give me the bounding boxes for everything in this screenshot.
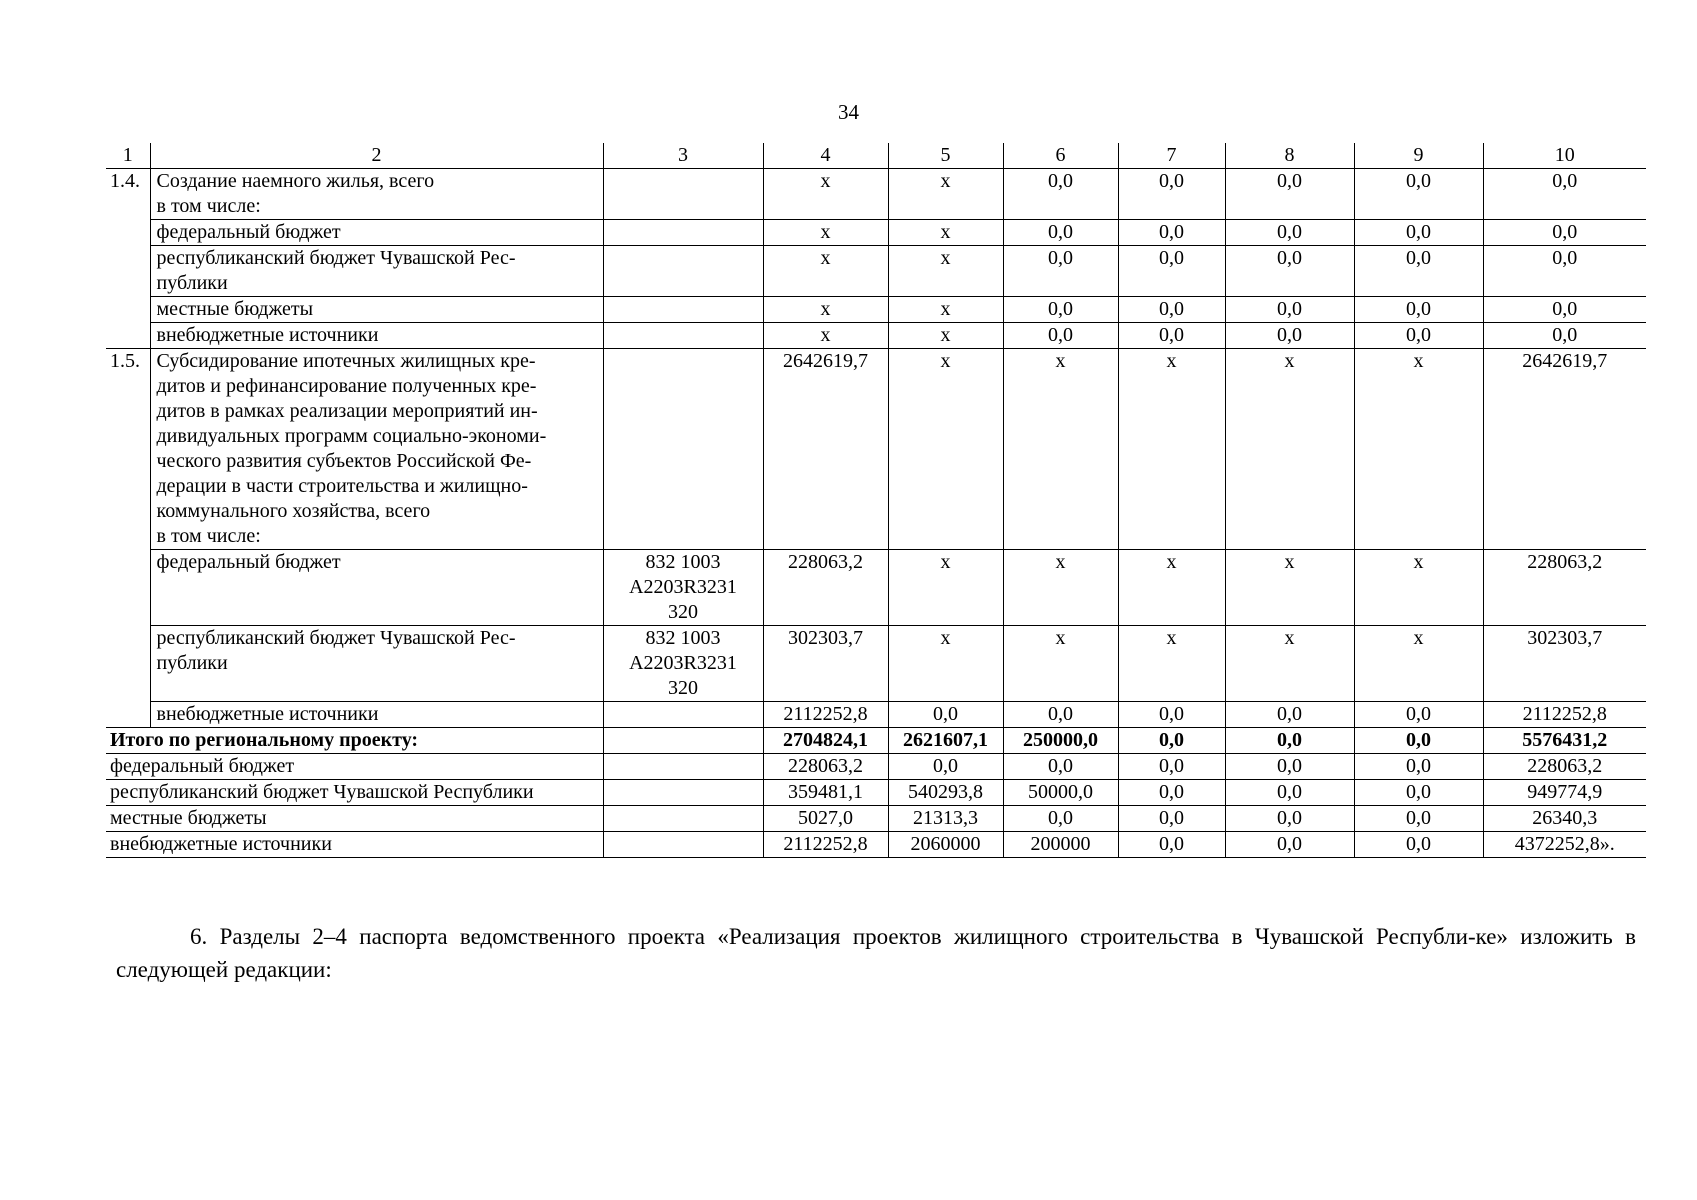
budget-code: 832 1003 А2203R3231 320 [603,550,763,626]
total-row [106,728,1646,754]
value-cell: 0,0 [1354,832,1483,858]
value-cell: 0,0 [1483,323,1646,349]
total-value: 2704824,1 [763,728,888,754]
row-name: Субсидирование ипотечных жилищных кре- дитов и рефинансирование полученных кре- дитов в рамках реализации мероприятий ин- дивидуальных программ социально-экономи- ческого развития субъектов Российской Фе- дерации в части строительства и жилищно- коммунального хозяйства, всего в том числе: [150,349,603,550]
budget-code [603,832,763,858]
row-name: республиканский бюджет Чувашской Рес- публики [150,626,603,702]
header-cell: 9 [1354,143,1483,169]
total-value: 5576431,2 [1483,728,1646,754]
total-sub-label: федеральный бюджет [106,754,603,780]
value-cell: 228063,2 [1483,550,1646,626]
value-cell: 0,0 [1354,297,1483,323]
value-cell: 0,0 [1483,297,1646,323]
value-cell: 0,0 [1118,754,1225,780]
value-cell: 0,0 [1003,702,1118,728]
value-cell: 0,0 [1483,169,1646,220]
row-name: местные бюджеты [150,297,603,323]
value-cell: х [763,246,888,297]
header-cell: 4 [763,143,888,169]
value-cell: 359481,1 [763,780,888,806]
value-cell: х [888,323,1003,349]
value-cell: 0,0 [1003,806,1118,832]
row-name: федеральный бюджет [150,550,603,626]
total-value: 0,0 [1225,728,1354,754]
total-sub-label: республиканский бюджет Чувашской Республики [106,780,603,806]
value-cell: 2112252,8 [763,832,888,858]
budget-code [603,323,763,349]
value-cell: 0,0 [1225,754,1354,780]
value-cell: 0,0 [1003,246,1118,297]
value-cell: 0,0 [1354,169,1483,220]
value-cell: 0,0 [888,702,1003,728]
row-name: внебюджетные источники [150,323,603,349]
value-cell: 2642619,7 [1483,349,1646,550]
total-value: 250000,0 [1003,728,1118,754]
budget-code [603,169,763,220]
table-row [106,297,1646,323]
value-cell: 0,0 [1118,220,1225,246]
value-cell: х [763,323,888,349]
header-cell: 5 [888,143,1003,169]
value-cell: х [1003,349,1118,550]
value-cell: 26340,3 [1483,806,1646,832]
value-cell: 0,0 [1483,246,1646,297]
budget-code [603,349,763,550]
value-cell: 0,0 [1354,780,1483,806]
row-name: внебюджетные источники [150,702,603,728]
value-cell: 0,0 [1483,220,1646,246]
table-row [106,323,1646,349]
value-cell: 0,0 [1003,220,1118,246]
value-cell: х [888,349,1003,550]
value-cell: 50000,0 [1003,780,1118,806]
total-value: 2621607,1 [888,728,1003,754]
value-cell: х [1118,626,1225,702]
value-cell: 21313,3 [888,806,1003,832]
value-cell: 4372252,8». [1483,832,1646,858]
value-cell: 0,0 [1003,169,1118,220]
budget-code [603,246,763,297]
header-cell: 8 [1225,143,1354,169]
row-name: федеральный бюджет [150,220,603,246]
value-cell: 0,0 [1118,832,1225,858]
value-cell: х [1225,550,1354,626]
budget-code [603,297,763,323]
value-cell: х [888,626,1003,702]
value-cell: 0,0 [1118,806,1225,832]
value-cell: х [1003,626,1118,702]
value-cell: х [763,220,888,246]
value-cell: 228063,2 [1483,754,1646,780]
value-cell: 2060000 [888,832,1003,858]
total-sub-label: внебюджетные источники [106,832,603,858]
value-cell: 0,0 [1003,754,1118,780]
value-cell: х [1354,626,1483,702]
value-cell: 0,0 [1118,297,1225,323]
value-cell: 200000 [1003,832,1118,858]
value-cell: 2112252,8 [1483,702,1646,728]
table-row [106,626,1646,702]
header-cell: 2 [150,143,603,169]
header-cell: 3 [603,143,763,169]
value-cell: 0,0 [1225,806,1354,832]
total-sub-label: местные бюджеты [106,806,603,832]
page-number: 34 [838,100,859,124]
budget-code [603,754,763,780]
value-cell: 0,0 [1003,297,1118,323]
value-cell: 302303,7 [1483,626,1646,702]
value-cell: 0,0 [1118,780,1225,806]
total-subrow [106,780,1646,806]
value-cell: х [888,550,1003,626]
total-subrow [106,806,1646,832]
value-cell: 0,0 [888,754,1003,780]
value-cell: х [1118,550,1225,626]
value-cell: 0,0 [1003,323,1118,349]
header-cell: 6 [1003,143,1118,169]
value-cell: 2112252,8 [763,702,888,728]
value-cell: х [1225,349,1354,550]
value-cell: 0,0 [1118,702,1225,728]
value-cell: 0,0 [1118,323,1225,349]
budget-code [603,728,763,754]
value-cell: 0,0 [1118,246,1225,297]
paragraph-text: 6. Разделы 2–4 паспорта ведомственного проекта «Реализация проектов жилищного строительства в Чувашской Республи-ке» изложить в следующей редакции: [116,924,1636,982]
value-cell: 302303,7 [763,626,888,702]
header-cell: 10 [1483,143,1646,169]
budget-code [603,806,763,832]
value-cell: 0,0 [1225,246,1354,297]
row-name: республиканский бюджет Чувашской Рес- публики [150,246,603,297]
total-label: Итого по региональному проекту: [106,728,603,754]
total-value: 0,0 [1118,728,1225,754]
row-index: 1.4. [106,169,150,349]
value-cell: х [763,297,888,323]
value-cell: 2642619,7 [763,349,888,550]
value-cell: 0,0 [1354,323,1483,349]
table-header-row [106,143,1646,169]
value-cell: х [888,169,1003,220]
value-cell: 0,0 [1354,246,1483,297]
table-row [106,349,1646,550]
budget-table [106,143,1646,858]
value-cell: 0,0 [1225,220,1354,246]
value-cell: х [888,220,1003,246]
value-cell: 540293,8 [888,780,1003,806]
value-cell: 0,0 [1225,169,1354,220]
table-row [106,550,1646,626]
total-subrow [106,832,1646,858]
value-cell: 0,0 [1225,323,1354,349]
value-cell: х [888,297,1003,323]
value-cell: 0,0 [1225,780,1354,806]
value-cell: 228063,2 [763,550,888,626]
value-cell: 0,0 [1225,702,1354,728]
table-row [106,246,1646,297]
budget-code [603,780,763,806]
table-row [106,220,1646,246]
value-cell: 0,0 [1225,297,1354,323]
budget-code: 832 1003 А2203R3231 320 [603,626,763,702]
budget-code [603,702,763,728]
value-cell: 5027,0 [763,806,888,832]
value-cell: х [888,246,1003,297]
table-row [106,169,1646,220]
value-cell: 0,0 [1354,702,1483,728]
value-cell: 949774,9 [1483,780,1646,806]
value-cell: х [1354,550,1483,626]
budget-code [603,220,763,246]
value-cell: х [1225,626,1354,702]
value-cell: х [1118,349,1225,550]
value-cell: 0,0 [1354,806,1483,832]
row-index: 1.5. [106,349,150,728]
header-cell: 7 [1118,143,1225,169]
value-cell: 228063,2 [763,754,888,780]
value-cell: 0,0 [1118,169,1225,220]
header-cell: 1 [106,143,150,169]
value-cell: х [1003,550,1118,626]
table-row [106,702,1646,728]
total-value: 0,0 [1354,728,1483,754]
value-cell: 0,0 [1225,832,1354,858]
value-cell: х [763,169,888,220]
value-cell: 0,0 [1354,220,1483,246]
total-subrow [106,754,1646,780]
row-name: Создание наемного жилья, всего в том числе: [150,169,603,220]
value-cell: х [1354,349,1483,550]
value-cell: 0,0 [1354,754,1483,780]
table-body [106,143,1646,858]
